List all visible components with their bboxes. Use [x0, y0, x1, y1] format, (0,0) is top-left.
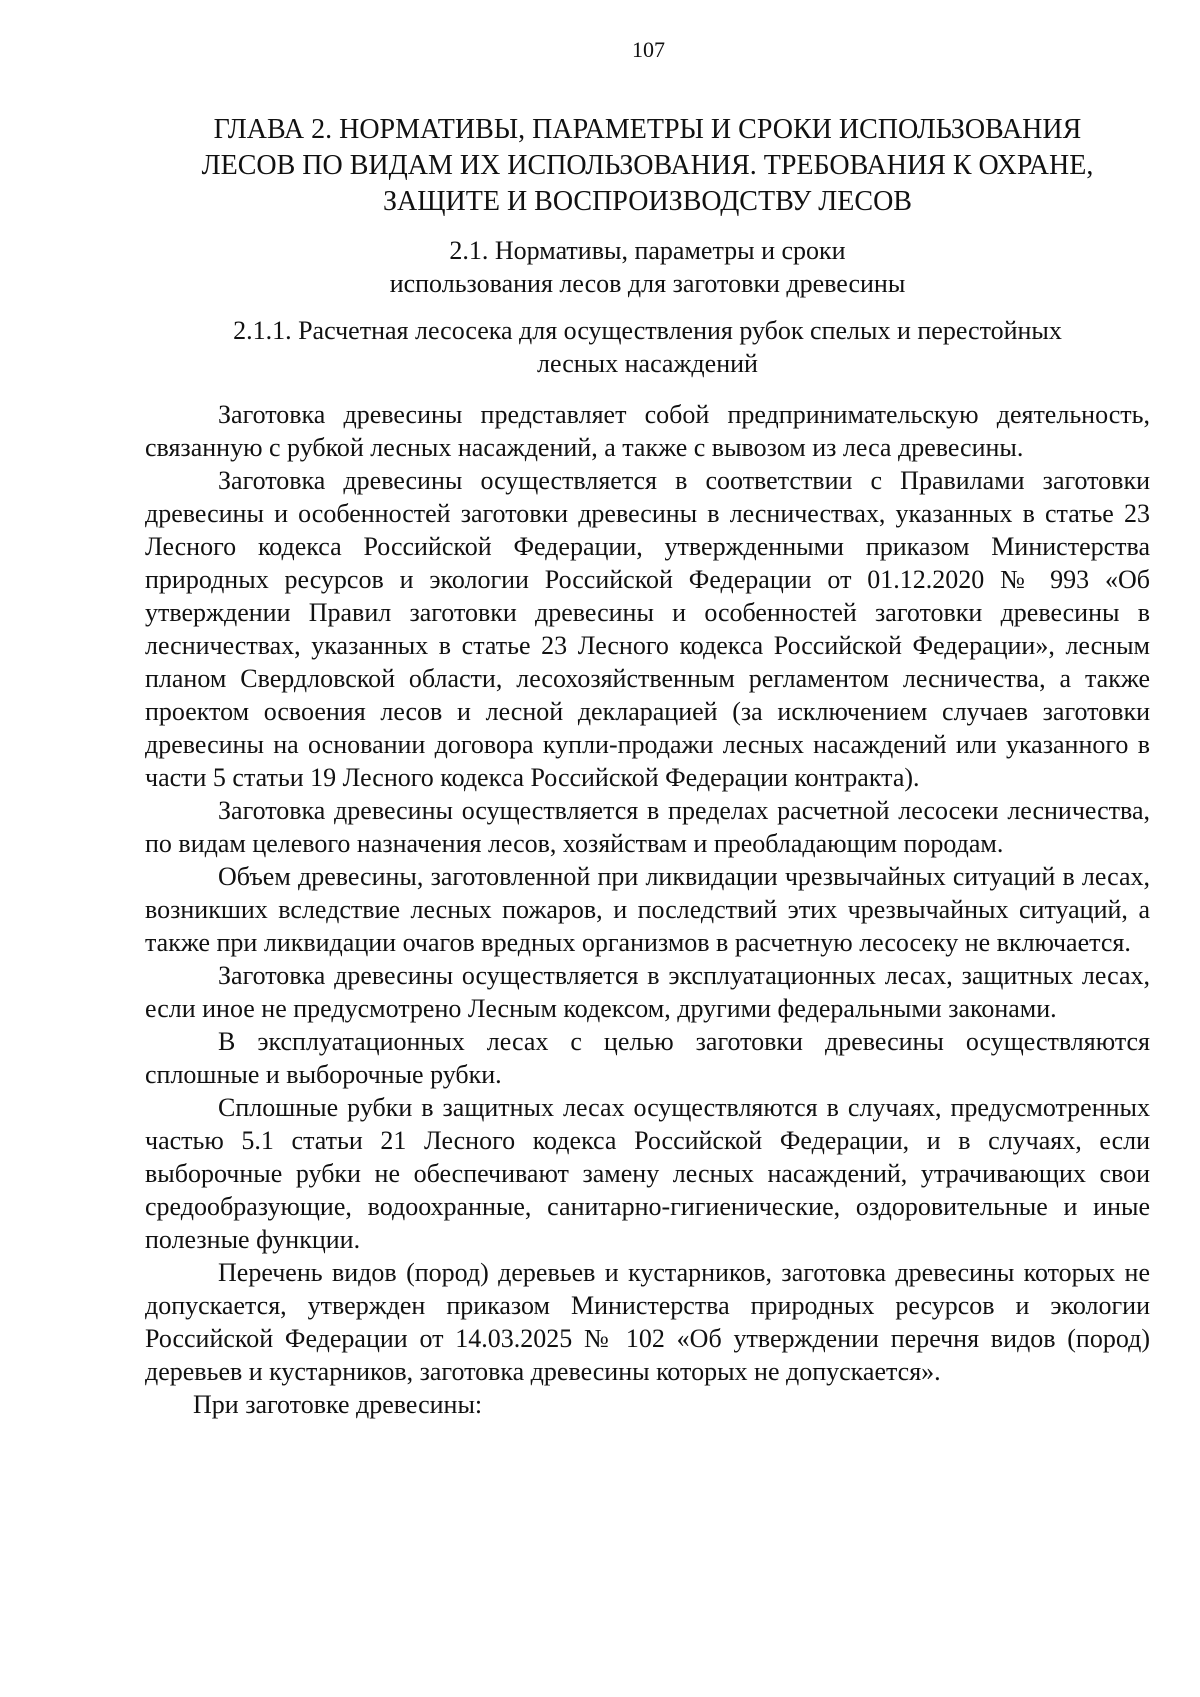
subsection-title: [145, 314, 1150, 380]
chapter-title-line: ЗАЩИТЕ И ВОСПРОИЗВОДСТВУ ЛЕСОВ: [383, 186, 912, 217]
paragraph: Сплошные рубки в защитных лесах осуществляются в случаях, предусмотренных частью 5.1 статьи 21 Лесного кодекса Российской Федерации, и в случаях, если выборочные рубки не обеспечивают замену лесных насаждений, утрачивающих свои средообразующие, водоохранные, санитарно-гигиенические, оздоровительные и иные полезные функции.: [145, 1093, 1150, 1254]
subsection-title-line: лесных насаждений: [537, 349, 758, 378]
chapter-title-line: ГЛАВА 2. НОРМАТИВЫ, ПАРАМЕТРЫ И СРОКИ ИСПОЛЬЗОВАНИЯ: [213, 114, 1082, 145]
page-number: 107: [632, 37, 665, 62]
section-title-line: использования лесов для заготовки древесины: [389, 269, 906, 298]
body-text: [145, 398, 1150, 1421]
paragraph: Заготовка древесины представляет собой предпринимательскую деятельность, связанную с рубкой лесных насаждений, а также с вывозом из леса древесины.: [145, 400, 1150, 462]
paragraph: Заготовка древесины осуществляется в эксплуатационных лесах, защитных лесах, если иное не предусмотрено Лесным кодексом, другими федеральными законами.: [145, 961, 1150, 1023]
chapter-title: [145, 112, 1150, 220]
section-title-line: 2.1. Нормативы, параметры и сроки: [449, 236, 846, 265]
subsection-title-line: 2.1.1. Расчетная лесосека для осуществления рубок спелых и перестойных: [233, 316, 1062, 345]
paragraph: В эксплуатационных лесах с целью заготовки древесины осуществляются сплошные и выборочные рубки.: [145, 1027, 1150, 1089]
paragraph: Объем древесины, заготовленной при ликвидации чрезвычайных ситуаций в лесах, возникших вследствие лесных пожаров, и последствий этих чрезвычайных ситуаций, а также при ликвидации очагов вредных организмов в расчетную лесосеку не включается.: [145, 862, 1150, 957]
paragraph: Перечень видов (пород) деревьев и кустарников, заготовка древесины которых не допускается, утвержден приказом Министерства природных ресурсов и экологии Российской Федерации от 14.03.2025 № 102 «Об утверждении перечня видов (пород) деревьев и кустарников, заготовка древесины которых не допускается».: [145, 1258, 1150, 1386]
paragraph: Заготовка древесины осуществляется в пределах расчетной лесосеки лесничества, по видам целевого назначения лесов, хозяйствам и преобладающим породам.: [145, 796, 1150, 858]
paragraph: При заготовке древесины:: [193, 1390, 483, 1419]
chapter-title-line: ЛЕСОВ ПО ВИДАМ ИХ ИСПОЛЬЗОВАНИЯ. ТРЕБОВАНИЯ К ОХРАНЕ,: [201, 150, 1094, 181]
section-title: [145, 234, 1150, 300]
page-content: [145, 112, 1150, 1421]
paragraph: Заготовка древесины осуществляется в соответствии с Правилами заготовки древесины и особенностей заготовки древесины в лесничествах, указанных в статье 23 Лесного кодекса Российской Федерации, утвержденными приказом Министерства природных ресурсов и экологии Российской Федерации от 01.12.2020 № 993 «Об утверждении Правил заготовки древесины и особенностей заготовки древесины в лесничествах, указанных в статье 23 Лесного кодекса Российской Федерации», лесным планом Свердловской области, лесохозяйственным регламентом лесничества, а также проектом освоения лесов и лесной декларацией (за исключением случаев заготовки древесины на основании договора купли-продажи лесных насаждений или указанного в части 5 статьи 19 Лесного кодекса Российской Федерации контракта).: [145, 466, 1150, 792]
